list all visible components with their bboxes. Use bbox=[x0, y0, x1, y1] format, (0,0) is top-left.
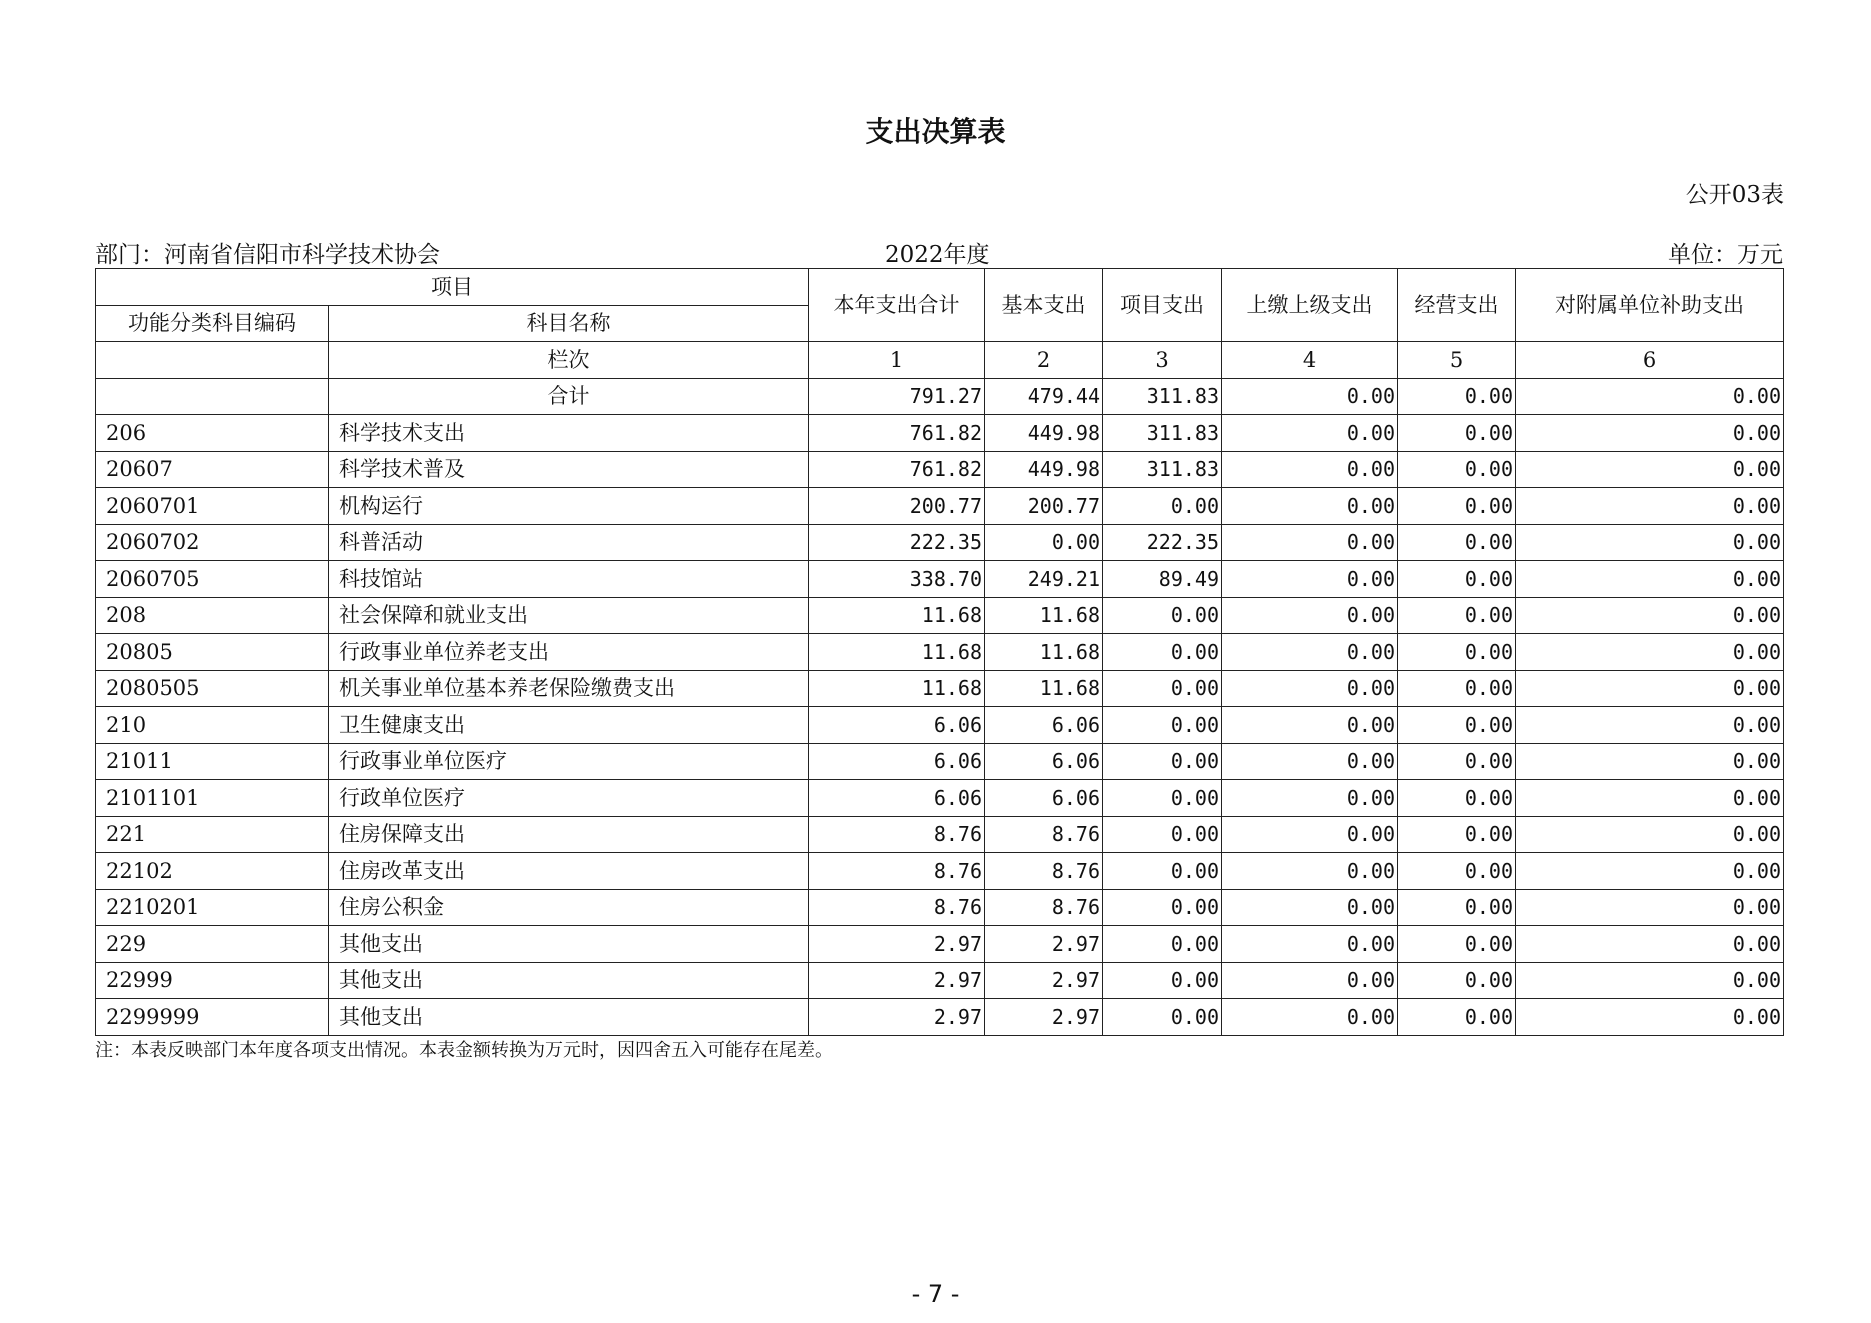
row-project: 0.00 bbox=[1103, 707, 1222, 744]
row-project: 0.00 bbox=[1103, 780, 1222, 817]
unit-label: 单位：万元 bbox=[1668, 242, 1783, 268]
row-project: 0.00 bbox=[1103, 597, 1222, 634]
row-code: 2080505 bbox=[96, 670, 329, 707]
row-project: 222.35 bbox=[1103, 524, 1222, 561]
row-upper: 0.00 bbox=[1222, 999, 1398, 1036]
row-basic: 8.76 bbox=[985, 853, 1103, 890]
row-business: 0.00 bbox=[1398, 926, 1516, 963]
row-name: 行政事业单位医疗 bbox=[329, 743, 809, 780]
row-name: 其他支出 bbox=[329, 926, 809, 963]
header-project: 项目 bbox=[96, 269, 809, 306]
row-upper: 0.00 bbox=[1222, 451, 1398, 488]
row-subsidy: 0.00 bbox=[1516, 926, 1784, 963]
total-upper: 0.00 bbox=[1222, 378, 1398, 415]
expenditure-table bbox=[95, 268, 1784, 1036]
table-row bbox=[96, 634, 1784, 671]
row-upper: 0.00 bbox=[1222, 889, 1398, 926]
row-business: 0.00 bbox=[1398, 889, 1516, 926]
row-business: 0.00 bbox=[1398, 816, 1516, 853]
row-business: 0.00 bbox=[1398, 488, 1516, 525]
row-name: 行政事业单位养老支出 bbox=[329, 634, 809, 671]
footnote: 注：本表反映部门本年度各项支出情况。本表金额转换为万元时，因四舍五入可能存在尾差。 bbox=[95, 1040, 833, 1061]
row-subsidy: 0.00 bbox=[1516, 597, 1784, 634]
row-project: 0.00 bbox=[1103, 853, 1222, 890]
row-code: 22999 bbox=[96, 962, 329, 999]
header-code: 功能分类科目编码 bbox=[96, 305, 329, 342]
row-upper: 0.00 bbox=[1222, 415, 1398, 452]
row-project: 311.83 bbox=[1103, 451, 1222, 488]
row-basic: 0.00 bbox=[985, 524, 1103, 561]
index-5: 5 bbox=[1398, 342, 1516, 379]
row-basic: 449.98 bbox=[985, 451, 1103, 488]
row-name: 其他支出 bbox=[329, 962, 809, 999]
row-project: 0.00 bbox=[1103, 926, 1222, 963]
row-business: 0.00 bbox=[1398, 999, 1516, 1036]
row-basic: 6.06 bbox=[985, 780, 1103, 817]
row-basic: 2.97 bbox=[985, 962, 1103, 999]
row-subsidy: 0.00 bbox=[1516, 524, 1784, 561]
header-total: 本年支出合计 bbox=[809, 269, 985, 342]
table-row bbox=[96, 780, 1784, 817]
row-total: 2.97 bbox=[809, 926, 985, 963]
row-code: 20805 bbox=[96, 634, 329, 671]
row-code: 208 bbox=[96, 597, 329, 634]
row-project: 0.00 bbox=[1103, 816, 1222, 853]
header-project-exp: 项目支出 bbox=[1103, 269, 1222, 342]
row-project: 0.00 bbox=[1103, 999, 1222, 1036]
row-code: 22102 bbox=[96, 853, 329, 890]
table-row bbox=[96, 853, 1784, 890]
row-total: 8.76 bbox=[809, 853, 985, 890]
row-code: 2060702 bbox=[96, 524, 329, 561]
row-code: 2101101 bbox=[96, 780, 329, 817]
row-name: 机构运行 bbox=[329, 488, 809, 525]
row-basic: 200.77 bbox=[985, 488, 1103, 525]
row-subsidy: 0.00 bbox=[1516, 670, 1784, 707]
row-project: 0.00 bbox=[1103, 889, 1222, 926]
index-row bbox=[96, 342, 1784, 379]
row-total: 6.06 bbox=[809, 743, 985, 780]
total-business: 0.00 bbox=[1398, 378, 1516, 415]
row-name: 其他支出 bbox=[329, 999, 809, 1036]
row-upper: 0.00 bbox=[1222, 853, 1398, 890]
row-basic: 11.68 bbox=[985, 670, 1103, 707]
row-upper: 0.00 bbox=[1222, 926, 1398, 963]
table-row bbox=[96, 488, 1784, 525]
row-code: 2060701 bbox=[96, 488, 329, 525]
row-subsidy: 0.00 bbox=[1516, 743, 1784, 780]
row-business: 0.00 bbox=[1398, 707, 1516, 744]
row-upper: 0.00 bbox=[1222, 524, 1398, 561]
row-project: 0.00 bbox=[1103, 743, 1222, 780]
total-sum: 791.27 bbox=[809, 378, 985, 415]
table-row bbox=[96, 889, 1784, 926]
row-total: 11.68 bbox=[809, 597, 985, 634]
header-name: 科目名称 bbox=[329, 305, 809, 342]
row-basic: 8.76 bbox=[985, 816, 1103, 853]
total-label: 合计 bbox=[329, 378, 809, 415]
row-upper: 0.00 bbox=[1222, 816, 1398, 853]
row-code: 206 bbox=[96, 415, 329, 452]
row-total: 2.97 bbox=[809, 999, 985, 1036]
index-label: 栏次 bbox=[329, 342, 809, 379]
row-name: 行政单位医疗 bbox=[329, 780, 809, 817]
row-upper: 0.00 bbox=[1222, 561, 1398, 598]
total-subsidy: 0.00 bbox=[1516, 378, 1784, 415]
row-name: 住房保障支出 bbox=[329, 816, 809, 853]
table-row bbox=[96, 926, 1784, 963]
row-subsidy: 0.00 bbox=[1516, 561, 1784, 598]
row-subsidy: 0.00 bbox=[1516, 889, 1784, 926]
row-total: 200.77 bbox=[809, 488, 985, 525]
row-total: 8.76 bbox=[809, 889, 985, 926]
row-name: 科学技术支出 bbox=[329, 415, 809, 452]
index-blank bbox=[96, 342, 329, 379]
table-row bbox=[96, 999, 1784, 1036]
row-total: 11.68 bbox=[809, 670, 985, 707]
row-total: 8.76 bbox=[809, 816, 985, 853]
table-row bbox=[96, 524, 1784, 561]
row-basic: 8.76 bbox=[985, 889, 1103, 926]
row-subsidy: 0.00 bbox=[1516, 853, 1784, 890]
meta-row bbox=[95, 236, 1783, 268]
row-name: 卫生健康支出 bbox=[329, 707, 809, 744]
row-project: 0.00 bbox=[1103, 670, 1222, 707]
row-business: 0.00 bbox=[1398, 451, 1516, 488]
row-basic: 11.68 bbox=[985, 597, 1103, 634]
row-business: 0.00 bbox=[1398, 853, 1516, 890]
row-name: 机关事业单位基本养老保险缴费支出 bbox=[329, 670, 809, 707]
row-business: 0.00 bbox=[1398, 743, 1516, 780]
index-6: 6 bbox=[1516, 342, 1784, 379]
row-business: 0.00 bbox=[1398, 962, 1516, 999]
total-blank bbox=[96, 378, 329, 415]
row-subsidy: 0.00 bbox=[1516, 962, 1784, 999]
row-code: 21011 bbox=[96, 743, 329, 780]
row-code: 210 bbox=[96, 707, 329, 744]
index-3: 3 bbox=[1103, 342, 1222, 379]
row-name: 住房改革支出 bbox=[329, 853, 809, 890]
row-basic: 6.06 bbox=[985, 743, 1103, 780]
row-project: 0.00 bbox=[1103, 634, 1222, 671]
row-upper: 0.00 bbox=[1222, 634, 1398, 671]
index-1: 1 bbox=[809, 342, 985, 379]
table-row bbox=[96, 707, 1784, 744]
row-project: 0.00 bbox=[1103, 962, 1222, 999]
row-subsidy: 0.00 bbox=[1516, 415, 1784, 452]
total-basic: 479.44 bbox=[985, 378, 1103, 415]
row-business: 0.00 bbox=[1398, 597, 1516, 634]
row-business: 0.00 bbox=[1398, 670, 1516, 707]
row-project: 89.49 bbox=[1103, 561, 1222, 598]
row-name: 科技馆站 bbox=[329, 561, 809, 598]
page-number: - 7 - bbox=[911, 1280, 960, 1308]
row-business: 0.00 bbox=[1398, 634, 1516, 671]
header-business: 经营支出 bbox=[1398, 269, 1516, 342]
row-total: 222.35 bbox=[809, 524, 985, 561]
row-subsidy: 0.00 bbox=[1516, 780, 1784, 817]
row-upper: 0.00 bbox=[1222, 670, 1398, 707]
row-project: 0.00 bbox=[1103, 488, 1222, 525]
row-business: 0.00 bbox=[1398, 561, 1516, 598]
row-basic: 249.21 bbox=[985, 561, 1103, 598]
row-subsidy: 0.00 bbox=[1516, 451, 1784, 488]
row-business: 0.00 bbox=[1398, 415, 1516, 452]
row-name: 社会保障和就业支出 bbox=[329, 597, 809, 634]
header-subsidy: 对附属单位补助支出 bbox=[1516, 269, 1784, 342]
row-subsidy: 0.00 bbox=[1516, 488, 1784, 525]
row-total: 761.82 bbox=[809, 415, 985, 452]
table-row bbox=[96, 451, 1784, 488]
row-total: 6.06 bbox=[809, 707, 985, 744]
fiscal-year: 2022年度 bbox=[885, 242, 990, 268]
row-upper: 0.00 bbox=[1222, 707, 1398, 744]
row-total: 761.82 bbox=[809, 451, 985, 488]
table-row bbox=[96, 561, 1784, 598]
table-row bbox=[96, 597, 1784, 634]
row-business: 0.00 bbox=[1398, 524, 1516, 561]
row-basic: 6.06 bbox=[985, 707, 1103, 744]
row-code: 229 bbox=[96, 926, 329, 963]
row-upper: 0.00 bbox=[1222, 780, 1398, 817]
department-label: 部门：河南省信阳市科学技术协会 bbox=[95, 242, 440, 268]
row-business: 0.00 bbox=[1398, 780, 1516, 817]
row-name: 科普活动 bbox=[329, 524, 809, 561]
row-upper: 0.00 bbox=[1222, 488, 1398, 525]
row-subsidy: 0.00 bbox=[1516, 634, 1784, 671]
row-subsidy: 0.00 bbox=[1516, 707, 1784, 744]
row-total: 11.68 bbox=[809, 634, 985, 671]
table-row bbox=[96, 415, 1784, 452]
table-row bbox=[96, 670, 1784, 707]
form-number: 公开03表 bbox=[1685, 182, 1784, 208]
row-total: 338.70 bbox=[809, 561, 985, 598]
index-2: 2 bbox=[985, 342, 1103, 379]
row-upper: 0.00 bbox=[1222, 743, 1398, 780]
row-basic: 449.98 bbox=[985, 415, 1103, 452]
row-subsidy: 0.00 bbox=[1516, 999, 1784, 1036]
row-code: 221 bbox=[96, 816, 329, 853]
row-name: 科学技术普及 bbox=[329, 451, 809, 488]
row-code: 2060705 bbox=[96, 561, 329, 598]
total-row bbox=[96, 378, 1784, 415]
row-name: 住房公积金 bbox=[329, 889, 809, 926]
row-total: 6.06 bbox=[809, 780, 985, 817]
table-row bbox=[96, 962, 1784, 999]
table-row bbox=[96, 743, 1784, 780]
header-basic: 基本支出 bbox=[985, 269, 1103, 342]
table-row bbox=[96, 816, 1784, 853]
index-4: 4 bbox=[1222, 342, 1398, 379]
row-code: 20607 bbox=[96, 451, 329, 488]
row-project: 311.83 bbox=[1103, 415, 1222, 452]
row-upper: 0.00 bbox=[1222, 597, 1398, 634]
total-project: 311.83 bbox=[1103, 378, 1222, 415]
page-title: 支出决算表 bbox=[865, 115, 1006, 148]
row-basic: 2.97 bbox=[985, 999, 1103, 1036]
row-code: 2210201 bbox=[96, 889, 329, 926]
row-code: 2299999 bbox=[96, 999, 329, 1036]
row-basic: 2.97 bbox=[985, 926, 1103, 963]
row-total: 2.97 bbox=[809, 962, 985, 999]
header-upper: 上缴上级支出 bbox=[1222, 269, 1398, 342]
row-basic: 11.68 bbox=[985, 634, 1103, 671]
row-upper: 0.00 bbox=[1222, 962, 1398, 999]
row-subsidy: 0.00 bbox=[1516, 816, 1784, 853]
